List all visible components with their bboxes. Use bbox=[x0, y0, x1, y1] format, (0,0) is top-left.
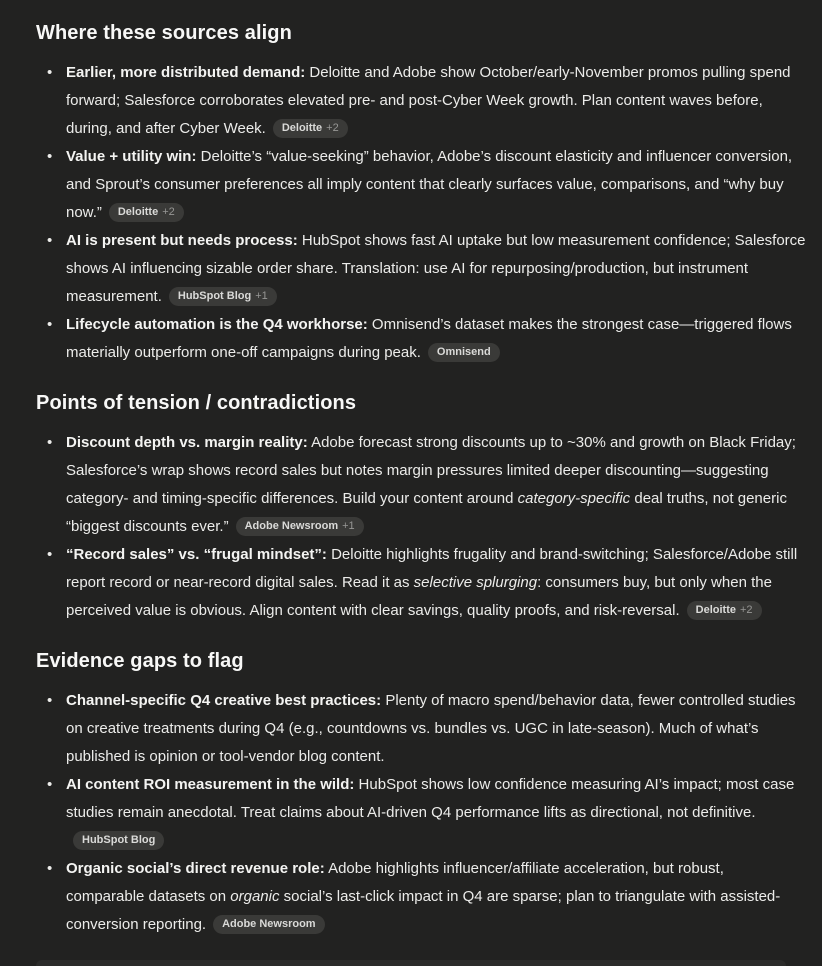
list-item bbox=[36, 541, 806, 625]
citation-badge[interactable] bbox=[687, 601, 762, 620]
bullet-lead: Channel-specific Q4 creative best practices: bbox=[66, 692, 382, 709]
list-item bbox=[36, 143, 806, 227]
bullet-text: Deloitte and Adobe show October/early-November promos pulling spend forward; Salesforce corroborates elevated pre- and post-Cyber Week growth. Plan content waves before, during, and after Cyber Week. bbox=[66, 64, 791, 137]
section-heading: Evidence gaps to flag bbox=[36, 650, 244, 672]
bullet-text: : consumers buy, but only when the perceived value is obvious. Align content with clear savings, quality proofs, and risk-reversal. bbox=[66, 574, 772, 619]
bullet-text: Omnisend’s dataset makes the strongest case—triggered flows materially outperform one-off campaigns during peak. bbox=[66, 316, 792, 361]
bullet-dot-icon: • bbox=[47, 316, 53, 333]
citation-badge[interactable] bbox=[273, 119, 348, 138]
citation-count: +2 bbox=[326, 122, 339, 134]
bullet-text: deal truths, not generic “biggest discounts ever.” bbox=[66, 490, 787, 535]
bullet-dot-icon: • bbox=[47, 64, 53, 81]
section bbox=[36, 21, 806, 367]
bullet-list bbox=[36, 429, 806, 625]
bullet-dot-icon: • bbox=[47, 434, 53, 451]
citation-source-label: Adobe Newsroom bbox=[222, 918, 316, 930]
bullet-text: social’s last-click impact in Q4 are sparse; plan to triangulate with assisted-conversion reporting. bbox=[66, 888, 781, 933]
citation-count: +1 bbox=[342, 520, 355, 532]
bullet-text: organic bbox=[230, 888, 280, 905]
section bbox=[36, 649, 806, 939]
bullet-list bbox=[36, 687, 806, 939]
citation-count: +1 bbox=[255, 290, 268, 302]
bullet-dot-icon: • bbox=[47, 860, 53, 877]
bullet-text: Deloitte’s “value-seeking” behavior, Adobe’s discount elasticity and influencer conversion, and Sprout’s consumer preferences all imply content that clearly surfaces value, comparisons, and “why buy now.” bbox=[66, 148, 793, 221]
citation-badge[interactable] bbox=[428, 343, 500, 362]
bullet-lead: “Record sales” vs. “frugal mindset”: bbox=[66, 546, 327, 563]
citation-source-label: Adobe Newsroom bbox=[244, 520, 339, 532]
citation-badge[interactable] bbox=[73, 831, 164, 850]
bullet-lead: Lifecycle automation is the Q4 workhorse: bbox=[66, 316, 368, 333]
bullet-dot-icon: • bbox=[47, 546, 53, 563]
citation-badge[interactable] bbox=[236, 517, 364, 536]
section bbox=[36, 391, 806, 625]
bullet-text: HubSpot shows fast AI uptake but low measurement confidence; Salesforce shows AI influencing sizable order share. Translation: use AI for repurposing/production, but instrument measurement. bbox=[66, 232, 806, 305]
section-heading: Where these sources align bbox=[36, 22, 292, 44]
bullet-lead: AI is present but needs process: bbox=[66, 232, 298, 249]
bullet-lead: AI content ROI measurement in the wild: bbox=[66, 776, 355, 793]
citation-source-label: HubSpot Blog bbox=[177, 290, 252, 302]
citation-source-label: Deloitte bbox=[281, 122, 323, 134]
bullet-text: category-specific bbox=[517, 490, 631, 507]
list-item bbox=[36, 59, 806, 143]
bullet-dot-icon: • bbox=[47, 776, 53, 793]
list-item bbox=[36, 771, 806, 855]
citation-count: +2 bbox=[162, 206, 175, 218]
citation-source-label: Omnisend bbox=[436, 346, 491, 358]
bullet-lead: Value + utility win: bbox=[66, 148, 197, 165]
bullet-list bbox=[36, 59, 806, 367]
section-heading: Points of tension / contradictions bbox=[36, 392, 357, 414]
bullet-text: Adobe forecast strong discounts up to ~30% and growth on Black Friday; Salesforce’s wrap shows record sales but notes margin pressures limited deeper discounting—suggesting category- and timing-specific differences. Build your content around bbox=[66, 434, 796, 507]
bullet-lead: Organic social’s direct revenue role: bbox=[66, 860, 325, 877]
bullet-text: selective splurging bbox=[413, 574, 538, 591]
bullet-dot-icon: • bbox=[47, 232, 53, 249]
bullet-lead: Earlier, more distributed demand: bbox=[66, 64, 306, 81]
bottom-card-edge bbox=[36, 960, 786, 966]
bullet-text: Plenty of macro spend/behavior data, fewer controlled studies on creative treatments during Q4 (e.g., countdowns vs. bundles vs. UGC in late-season). Much of what’s published is opinion or tool-vendor blog content. bbox=[66, 692, 796, 765]
list-item bbox=[36, 429, 806, 541]
citation-count: +2 bbox=[739, 604, 753, 616]
list-item bbox=[36, 855, 806, 939]
citation-source-label: HubSpot Blog bbox=[82, 834, 156, 846]
bullet-text: Deloitte highlights frugality and brand-switching; Salesforce/Adobe still report record or near-record digital sales. Read it as bbox=[66, 546, 798, 591]
list-item bbox=[36, 311, 806, 367]
citation-badge[interactable] bbox=[169, 287, 277, 306]
list-item bbox=[36, 687, 806, 771]
citation-badge[interactable] bbox=[213, 915, 325, 934]
citation-source-label: Deloitte bbox=[117, 206, 159, 218]
bullet-text: Adobe highlights influencer/affiliate acceleration, but robust, comparable datasets on bbox=[66, 860, 724, 905]
citation-source-label: Deloitte bbox=[695, 604, 736, 616]
bullet-dot-icon: • bbox=[47, 692, 53, 709]
bullet-lead: Discount depth vs. margin reality: bbox=[66, 434, 308, 451]
citation-badge[interactable] bbox=[109, 203, 184, 222]
bullet-text: HubSpot shows low confidence measuring AI’s impact; most case studies remain anecdotal. Treat claims about AI-driven Q4 performance lifts as directional, not definitive. bbox=[66, 776, 795, 821]
bullet-dot-icon: • bbox=[47, 148, 53, 165]
list-item bbox=[36, 227, 806, 311]
